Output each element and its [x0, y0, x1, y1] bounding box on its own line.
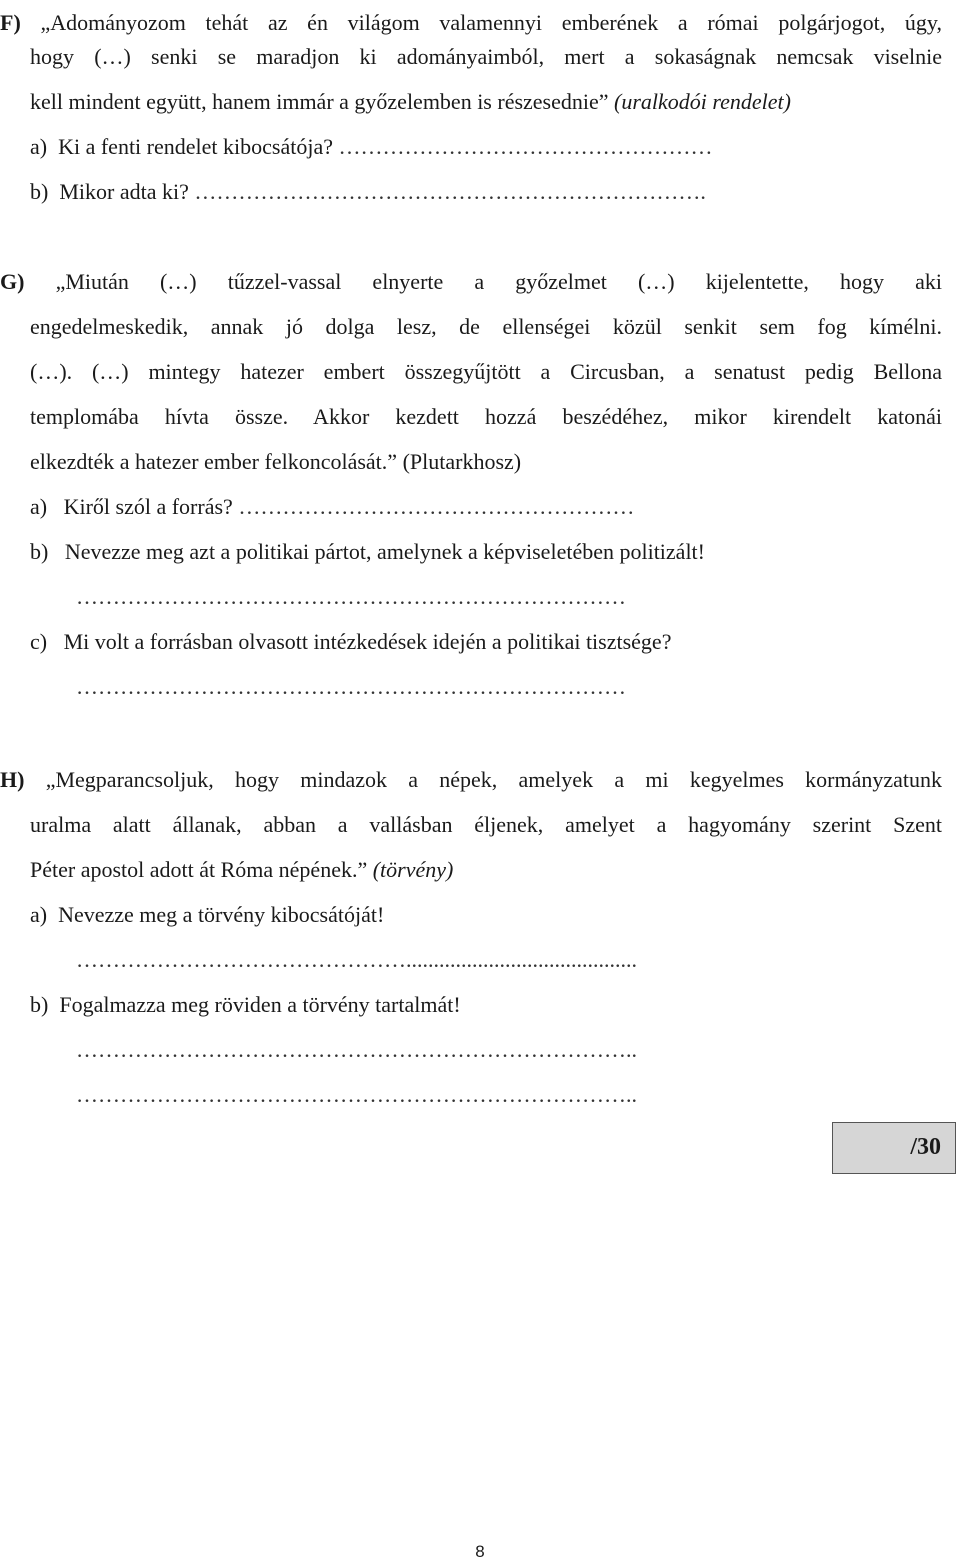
section-g-line-2 [30, 304, 942, 349]
section-g-line-4 [30, 394, 942, 439]
question-text: Nevezze meg azt a politikai pártot, amelynek a képviseletében politizált! [64, 539, 705, 564]
answer-line[interactable]: ………………………………………………………………….. [76, 1082, 637, 1107]
section-h-quote-line: „Megparancsoljuk, hogy mindazok a népek, amelyek a mi kegyelmes kormányzatunk [45, 767, 943, 792]
question-text: Nevezze meg a törvény kibocsátóját! [58, 902, 385, 927]
section-g-source: (Plutarkhosz) [402, 449, 522, 474]
question-label: b) [30, 992, 49, 1017]
question-text: Mi volt a forrásban olvasott intézkedések idején a politikai tisztsége? [63, 629, 672, 654]
answer-line[interactable]: ……………………………………….......................................... [76, 947, 637, 972]
section-f-quote-line: „Adományozom tehát az én világom valamennyi emberének a római polgárjogot, úgy, [40, 10, 943, 35]
question-label: b) [30, 179, 49, 204]
answer-line[interactable]: ………………………………………………………………… [76, 674, 626, 699]
section-f-source: (uralkodói rendelet) [614, 89, 791, 114]
section-g-quote-line: (…). (…) mintegy hatezer embert összegyűjtött a Circusban, a senatust pedig Bellona [30, 359, 942, 384]
section-h-source: (törvény) [372, 857, 454, 882]
question-label: a) [30, 134, 48, 159]
section-g-quote-line: engedelmeskedik, annak jó dolga lesz, de ellenségei közül senkit sem fog kímélni. [30, 314, 942, 339]
question-text: Fogalmazza meg röviden a törvény tartalmát! [59, 992, 461, 1017]
section-h-quote-line: uralma alatt állanak, abban a vallásban éljenek, amelyet a hagyomány szerint Szent [30, 812, 942, 837]
section-h-line-2 [30, 802, 942, 847]
section-h-answer-b-1[interactable] [76, 1027, 942, 1072]
section-f-question-b [30, 169, 942, 214]
section-h-line-3 [30, 847, 942, 892]
section-h-line-1 [0, 757, 942, 802]
section-g-question-c [30, 619, 942, 664]
question-label: c) [30, 629, 48, 654]
question-label: b) [30, 539, 49, 564]
question-text: Mikor adta ki? [59, 179, 189, 204]
section-h-question-b [30, 982, 942, 1027]
section-f-line-2 [30, 34, 942, 79]
page-number: 8 [475, 1542, 485, 1561]
score-box: /30 [832, 1122, 956, 1174]
question-text: Ki a fenti rendelet kibocsátója? [58, 134, 333, 159]
section-f-quote-line: hogy (…) senki se maradjon ki adományaimból, mert a sokaságnak nemcsak viselnie [30, 44, 942, 69]
section-g-line-3 [30, 349, 942, 394]
section-h-letter: H) [0, 767, 25, 792]
section-g-question-b [30, 529, 942, 574]
section-f-quote-line: kell mindent együtt, hanem immár a győzelemben is részesednie” [30, 89, 609, 114]
section-f-line-3 [30, 79, 942, 124]
section-f-question-a [30, 124, 942, 169]
question-label: a) [30, 494, 48, 519]
section-g-line-5 [30, 439, 942, 484]
section-g-quote-line: elkezdték a hatezer ember felkoncolását.” [30, 449, 398, 474]
answer-line[interactable]: ……………………………………………………………. [194, 179, 706, 204]
section-g-question-a [30, 484, 942, 529]
section-g-quote-line: „Miután (…) tűzzel-vassal elnyerte a győzelmet (…) kijelentette, hogy aki [55, 269, 942, 294]
answer-line[interactable]: ……………………………………………… [238, 494, 635, 519]
section-h-answer-b-2[interactable] [76, 1072, 942, 1117]
section-h-answer-a[interactable] [76, 937, 942, 982]
section-h-question-a [30, 892, 942, 937]
section-h-quote-line: Péter apostol adott át Róma népének.” [30, 857, 368, 882]
answer-line[interactable]: …………………………………………… [338, 134, 713, 159]
section-g-answer-b[interactable] [76, 574, 942, 619]
section-g-quote-line: templomába hívta össze. Akkor kezdett hozzá beszédéhez, mikor kirendelt katonái [30, 404, 942, 429]
question-text: Kiről szól a forrás? [63, 494, 233, 519]
question-label: a) [30, 902, 48, 927]
answer-line[interactable]: ………………………………………………………………….. [76, 1037, 637, 1062]
answer-line[interactable]: ………………………………………………………………… [76, 584, 626, 609]
section-g-letter: G) [0, 269, 25, 294]
section-g-line-1 [0, 259, 942, 304]
section-f-letter: F) [0, 10, 21, 35]
section-g-answer-c[interactable] [76, 664, 942, 709]
